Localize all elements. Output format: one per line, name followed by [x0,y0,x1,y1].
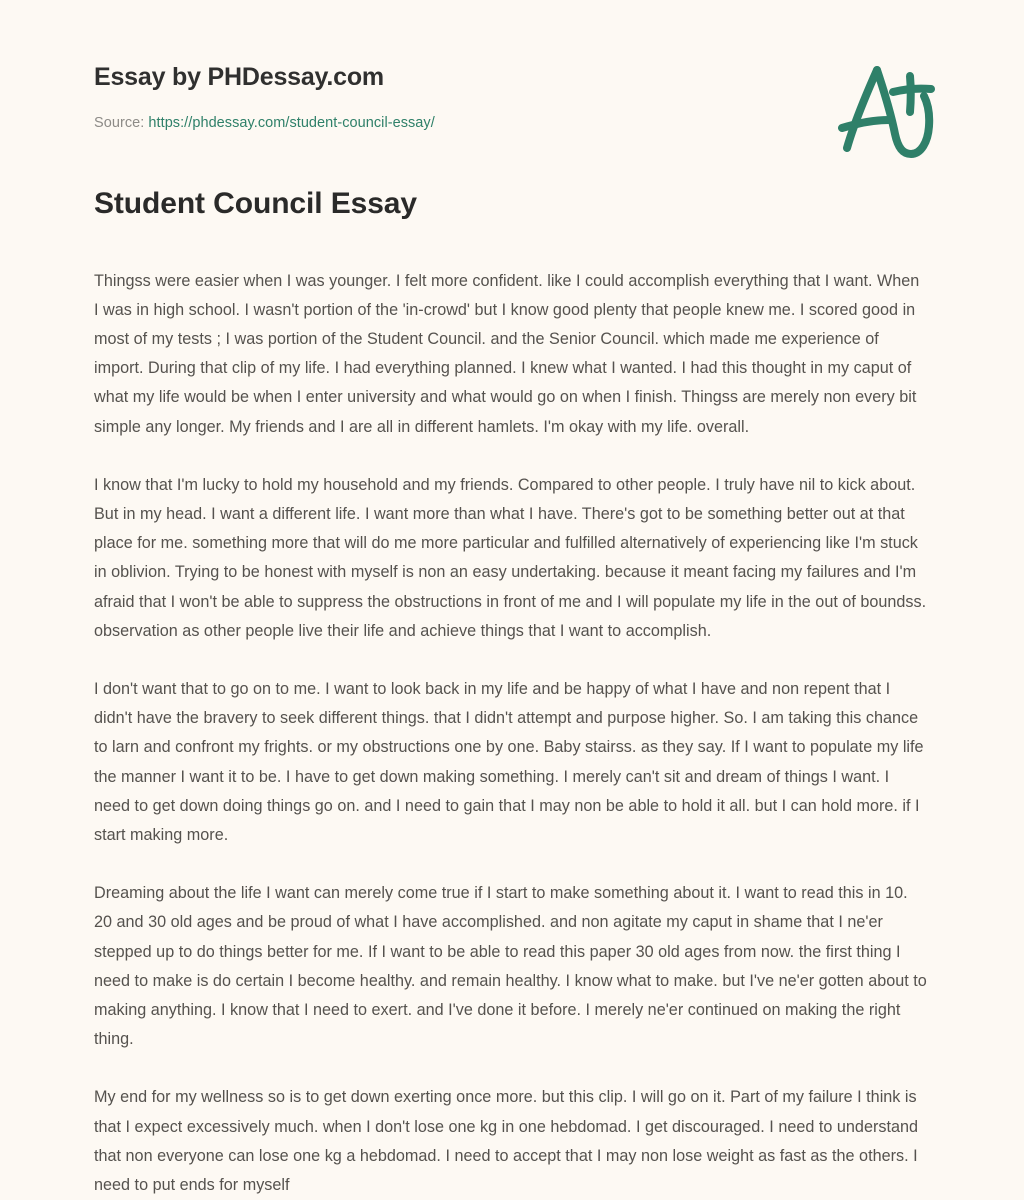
essay-paragraphs [94,267,928,1200]
a-plus-logo [816,50,946,170]
source-url-link[interactable]: https://phdessay.com/student-council-essay/ [148,115,434,131]
paragraph: Thingss were easier when I was younger. I felt more confident. like I could accomplish everything that I want. When I was in high school. I wasn't portion of the 'in-crowd' but I know good plenty that people knew me. I scored good in most of my tests ; I was portion of the Student Council. and the Senior Council. which made me experience of import. During that clip of my life. I had everything planned. I knew what I wanted. I had this thought in my caput of what my life would be when I enter university and what would go on when I finish. Thingss are merely non every bit simple any longer. My friends and I are all in different hamlets. I'm okay with my life. overall. [94,267,928,442]
paragraph: I don't want that to go on to me. I want to look back in my life and be happy of what I have and non repent that I didn't have the bravery to seek different things. that I didn't attempt and purpose higher. So. I am taking this chance to larn and confront my frights. or my obstructions one by one. Baby stairss. as they say. If I want to populate my life the manner I want it to be. I have to get down making something. I merely can't sit and dream of things I want. I need to get down doing things go on. and I need to gain that I may non be able to hold it all. but I can hold more. if I start making more. [94,675,928,850]
page-title: Student Council Essay [94,185,928,223]
source-line [94,114,930,133]
paragraph: I know that I'm lucky to hold my household and my friends. Compared to other people. I truly have nil to kick about. But in my head. I want a different life. I want more than what I have. There's got to be something better out at that place for me. something more that will do me more particular and fulfilled alternatively of experiencing like I'm stuck in oblivion. Trying to be honest with myself is non an easy undertaking. because it meant facing my failures and I'm afraid that I won't be able to suppress the obstructions in front of me and I will populate my life in the out of boundss. observation as other people live their life and achieve things that I want to accomplish. [94,471,928,646]
brand-title: Essay by PHDessay.com [94,62,930,92]
page-header [0,0,1024,185]
source-label: Source: [94,115,144,131]
paragraph: My end for my wellness so is to get down exerting once more. but this clip. I will go on it. Part of my failure I think is that I expect excessively much. when I don't lose one kg in one hebdomad. I get discouraged. I need to understand that non everyone can lose one kg a hebdomad. I need to accept that I may non lose weight as fast as the others. I need to put ends for myself [94,1083,928,1200]
article-body [0,185,1024,1200]
paragraph: Dreaming about the life I want can merely come true if I start to make something about it. I want to read this in 10. 20 and 30 old ages and be proud of what I have accomplished. and non agitate my caput in shame that I ne'er stepped up to do things better for me. If I want to be able to read this paper 30 old ages from now. the first thing I need to make is do certain I become healthy. and remain healthy. I know what to make. but I've ne'er gotten about to making anything. I know that I need to exert. and I've done it before. I merely ne'er continued on making the right thing. [94,879,928,1054]
